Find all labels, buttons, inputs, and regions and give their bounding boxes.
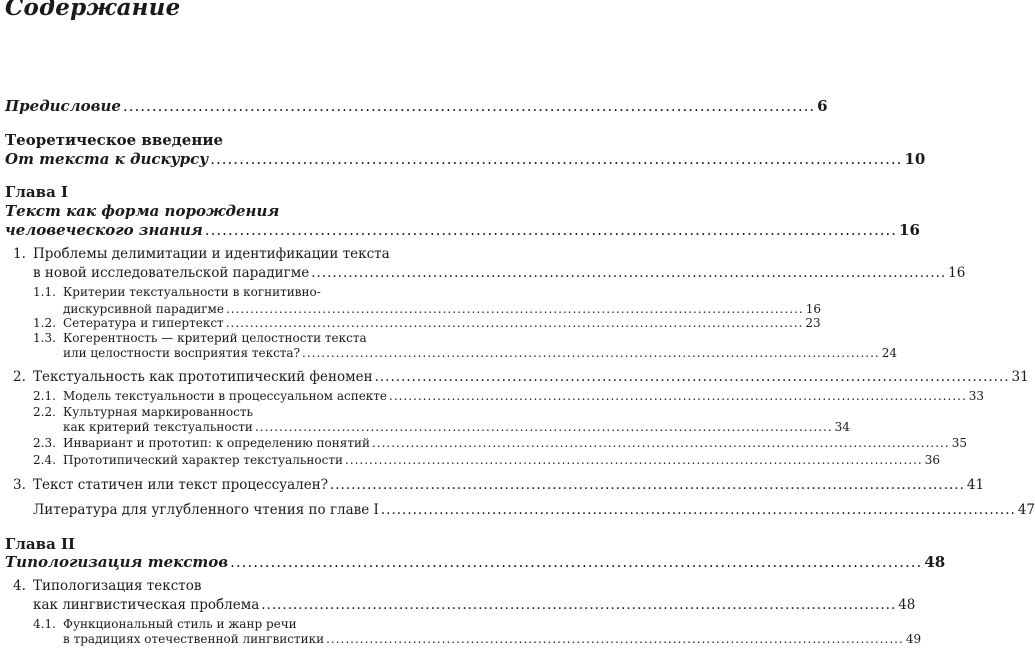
page-number: 35 [951, 436, 967, 450]
dot-leader: ........................................................................................................................ [225, 316, 804, 330]
entry-label: человеческого знания [5, 221, 203, 239]
page-number: 48 [898, 597, 916, 613]
toc-entry-2-2[interactable] [63, 420, 850, 434]
dot-leader: ........................................................................................................................ [374, 369, 1010, 385]
toc-entry-literature[interactable] [33, 502, 1035, 518]
toc-entry-1-3[interactable] [63, 346, 898, 360]
page-number: 41 [966, 477, 985, 493]
dot-leader: ........................................................................................................................ [210, 150, 903, 168]
entry-label-line1: Проблемы делимитации и идентификации текста [33, 246, 390, 262]
page-number: 16 [899, 221, 920, 239]
toc-entry-3[interactable] [33, 477, 985, 493]
entry-label: От текста к дискурсу [5, 150, 209, 168]
entry-label: Типологизация текстов [5, 553, 229, 571]
entry-label: в новой исследовательской парадигме [33, 265, 310, 281]
page-number: 16 [948, 265, 966, 281]
toc-entry-2-1[interactable] [63, 389, 985, 403]
entry-number: 4. [13, 578, 26, 594]
entry-label: дискурсивной парадигме [63, 302, 224, 316]
dot-leader: ........................................................................................................................ [326, 632, 904, 646]
toc-entry-4[interactable] [33, 597, 916, 613]
toc-entry-2-4[interactable] [63, 453, 940, 467]
entry-number: 2.4. [33, 453, 56, 467]
dot-leader: ........................................................................................................................ [254, 420, 833, 434]
toc-entry-4-1[interactable] [63, 632, 922, 646]
toc-entry-chapter-1[interactable] [5, 221, 920, 239]
dot-leader: ........................................................................................................................ [344, 453, 923, 467]
page-number: 34 [834, 420, 850, 434]
page-number: 6 [817, 97, 828, 115]
page-number: 36 [924, 453, 940, 467]
toc-entry-chapter-2[interactable] [5, 553, 946, 571]
dot-leader: ........................................................................................................................ [380, 502, 1016, 518]
dot-leader: ........................................................................................................................ [261, 597, 897, 613]
entry-label-line1: Функциональный стиль и жанр речи [63, 617, 297, 631]
chapter-heading-1: Глава I [5, 183, 69, 201]
page-number: 23 [805, 316, 821, 330]
dot-leader: ........................................................................................................................ [371, 436, 950, 450]
toc-entry-preface[interactable] [5, 97, 828, 115]
toc-entry-1-1[interactable] [63, 302, 821, 316]
page-number: 33 [968, 389, 985, 403]
page-number: 16 [805, 302, 821, 316]
dot-leader: ........................................................................................................................ [122, 97, 816, 115]
dot-leader: ........................................................................................................................ [329, 477, 965, 493]
entry-number: 2.3. [33, 436, 56, 450]
entry-number: 4.1. [33, 617, 56, 631]
page-number: 24 [881, 346, 898, 360]
entry-number: 1.1. [33, 285, 56, 299]
page-number: 10 [904, 150, 926, 168]
section-heading-intro: Теоретическое введение [5, 131, 223, 149]
page-number: 31 [1011, 369, 1029, 385]
dot-leader: ........................................................................................................................ [311, 265, 947, 281]
entry-label: в традициях отечественной лингвистики [63, 632, 325, 646]
toc-entry-1[interactable] [33, 265, 966, 281]
entry-label-line1: Когерентность — критерий целостности текста [63, 331, 367, 345]
dot-leader: ........................................................................................................................ [225, 302, 804, 316]
dot-leader: ........................................................................................................................ [389, 389, 967, 403]
entry-label: как критерий текстуальности [63, 420, 253, 434]
entry-number: 1.2. [33, 316, 56, 330]
entry-label: Модель текстуальности в процессуальном аспекте [63, 389, 388, 403]
toc-entry-1-2[interactable] [63, 316, 821, 330]
entry-number: 1. [13, 246, 26, 262]
page-title: Содержание [5, 0, 181, 21]
dot-leader: ........................................................................................................................ [302, 346, 880, 360]
entry-label: Сетература и гипертекст [63, 316, 224, 330]
dot-leader: ........................................................................................................................ [204, 221, 898, 239]
toc-entry-2-3[interactable] [63, 436, 967, 450]
entry-label: Литература для углубленного чтения по главе I [33, 502, 379, 518]
entry-number: 2. [13, 369, 26, 385]
entry-label: как лингвистическая проблема [33, 597, 260, 613]
entry-number: 2.2. [33, 405, 56, 419]
entry-label-line1: Типологизация текстов [33, 578, 202, 594]
entry-number: 1.3. [33, 331, 56, 345]
entry-number: 2.1. [33, 389, 56, 403]
entry-label-line1: Критерии текстуальности в когнитивно- [63, 285, 321, 299]
entry-number: 3. [13, 477, 26, 493]
page-number: 48 [924, 553, 946, 571]
entry-label: Текстуальность как прототипический феномен [33, 369, 373, 385]
page-number: 47 [1017, 502, 1035, 518]
entry-label: Прототипический характер текстуальности [63, 453, 343, 467]
entry-label-line1: Культурная маркированность [63, 405, 254, 419]
chapter-heading-2: Глава II [5, 535, 76, 553]
chapter-title-1-line1: Текст как форма порождения [5, 202, 280, 220]
dot-leader: ........................................................................................................................ [230, 553, 923, 571]
entry-label: Предисловие [5, 97, 121, 115]
entry-label: Инвариант и прототип: к определению понятий [63, 436, 370, 450]
page-number: 49 [905, 632, 922, 646]
toc-entry-intro[interactable] [5, 150, 926, 168]
entry-label: или целостности восприятия текста? [63, 346, 301, 360]
entry-label: Текст статичен или текст процессуален? [33, 477, 328, 493]
toc-entry-2[interactable] [33, 369, 1029, 385]
